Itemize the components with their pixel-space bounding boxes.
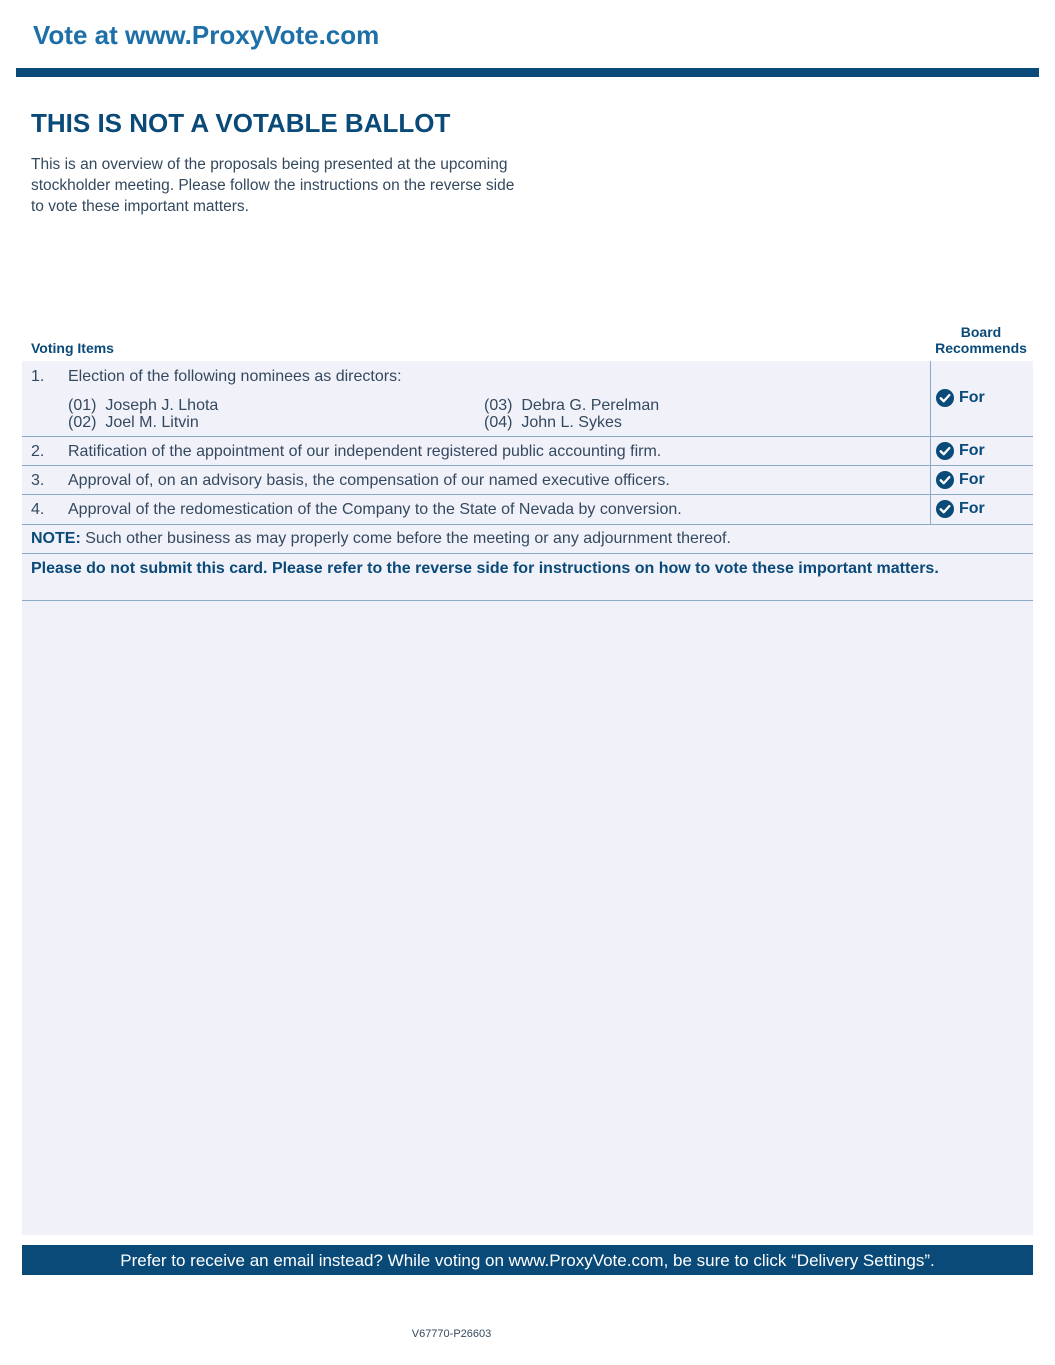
check-circle-icon bbox=[936, 442, 954, 460]
nominee-code: (01) bbox=[68, 397, 97, 414]
header-rule bbox=[16, 68, 1039, 77]
recommendation-label: For bbox=[959, 442, 985, 459]
recommendation-label: For bbox=[959, 389, 985, 406]
item-number: 3. bbox=[31, 472, 45, 489]
document-code: V67770-P26603 bbox=[411, 1328, 492, 1340]
item-number: 4. bbox=[31, 501, 45, 518]
voting-item-2 bbox=[22, 437, 1033, 466]
site-title: Vote at www.ProxyVote.com bbox=[33, 20, 380, 50]
footer-banner-text: Prefer to receive an email instead? While voting on www.ProxyVote.com, be sure to click “Delivery Settings”. bbox=[120, 1251, 935, 1270]
check-circle-icon bbox=[936, 471, 954, 489]
voting-item-1 bbox=[22, 361, 1033, 437]
nominee-name: Joseph J. Lhota bbox=[105, 397, 219, 414]
recommendation-cell bbox=[930, 495, 1033, 524]
check-circle-icon bbox=[936, 389, 954, 407]
nominee-code: (02) bbox=[68, 414, 97, 431]
item-number: 1. bbox=[31, 368, 45, 385]
item-text: Approval of, on an advisory basis, the compensation of our named executive officers. bbox=[68, 472, 670, 489]
nominee-code: (04) bbox=[484, 414, 513, 431]
footer-banner bbox=[22, 1245, 1033, 1275]
note-label: NOTE: bbox=[31, 530, 81, 547]
nominee-04 bbox=[484, 414, 622, 432]
recommendation-label: For bbox=[959, 500, 985, 517]
nominee-name: John L. Sykes bbox=[521, 414, 622, 431]
nominee-03 bbox=[484, 397, 659, 415]
column-header-voting-items: Voting Items bbox=[31, 340, 114, 356]
recommendation-label: For bbox=[959, 471, 985, 488]
nominee-02 bbox=[68, 414, 199, 432]
intro-text: This is an overview of the proposals being presented at the upcoming stockholder meeting. Please follow the instructions on the reverse side to vote these important matters. bbox=[31, 156, 515, 215]
item-text: Election of the following nominees as directors: bbox=[68, 368, 402, 385]
warning-row bbox=[22, 554, 1033, 601]
voting-item-4 bbox=[22, 495, 1033, 525]
nominee-01 bbox=[68, 397, 218, 415]
item-text: Ratification of the appointment of our independent registered public accounting firm. bbox=[68, 443, 662, 460]
nominee-name: Debra G. Perelman bbox=[521, 397, 660, 414]
nominee-name: Joel M. Litvin bbox=[105, 414, 199, 431]
page-title: THIS IS NOT A VOTABLE BALLOT bbox=[31, 108, 451, 138]
column-header-board-recommends bbox=[930, 324, 1032, 356]
recommendation-cell bbox=[930, 466, 1033, 494]
check-circle-icon bbox=[936, 500, 954, 518]
item-text: Approval of the redomestication of the Company to the State of Nevada by conversion. bbox=[68, 501, 682, 518]
voting-item-3 bbox=[22, 466, 1033, 495]
nominee-code: (03) bbox=[484, 397, 513, 414]
note-row bbox=[22, 525, 1033, 554]
recommendation-cell bbox=[930, 361, 1033, 436]
note-text bbox=[31, 530, 731, 548]
item-number: 2. bbox=[31, 443, 45, 460]
recommendation-cell bbox=[930, 437, 1033, 465]
note-body: Such other business as may properly come before the meeting or any adjournment thereof. bbox=[80, 530, 731, 547]
warning-text: Please do not submit this card. Please refer to the reverse side for instructions on how to vote these important matters. bbox=[31, 560, 939, 577]
recommends-label: Recommends bbox=[935, 340, 1027, 356]
board-label: Board bbox=[960, 324, 1002, 340]
